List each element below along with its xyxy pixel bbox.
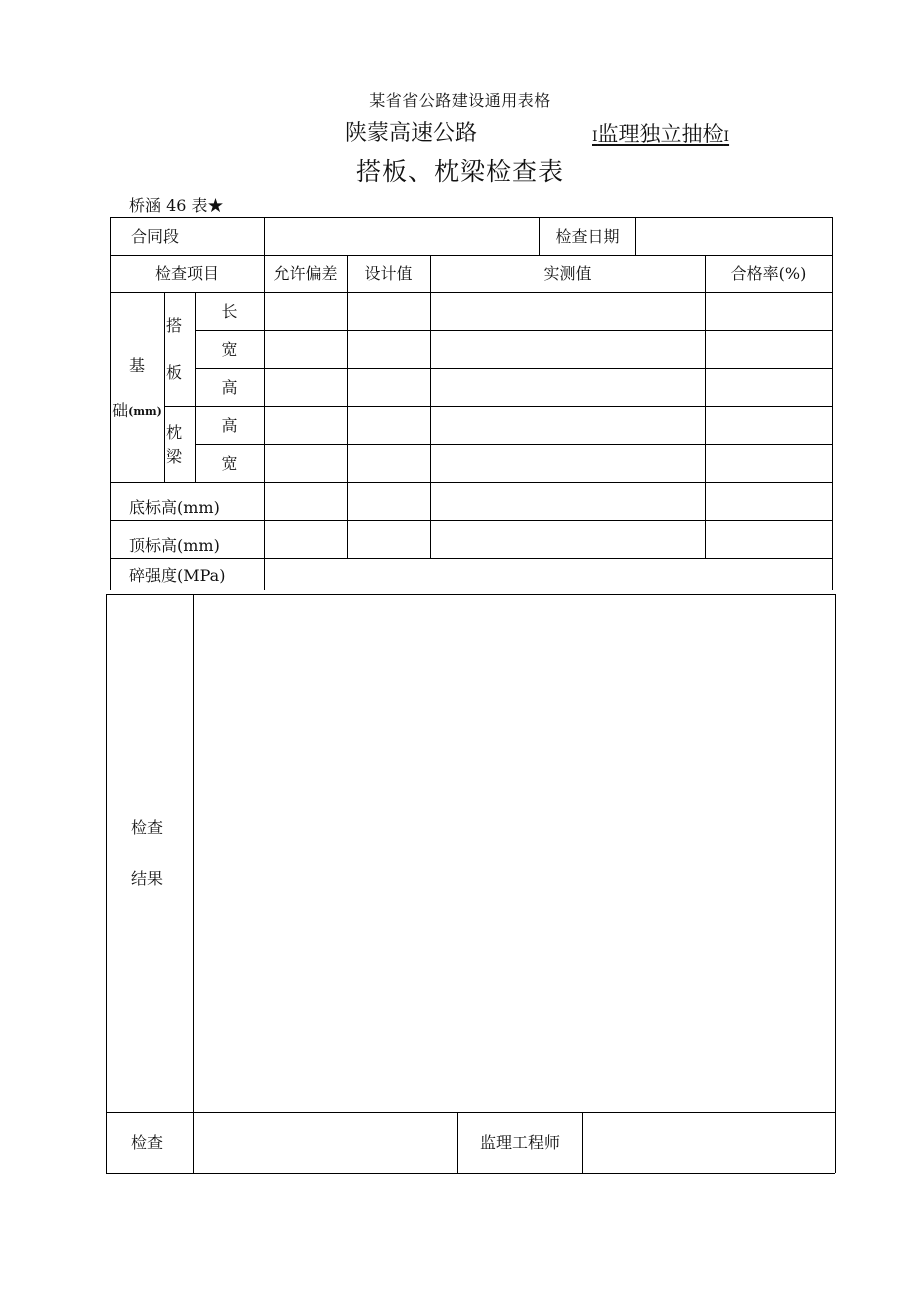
inspection-mark-left: I — [592, 129, 598, 145]
top-elevation-label: 顶标高(mm) — [129, 536, 220, 555]
page-title: 搭板、枕梁检查表 — [355, 157, 564, 186]
date-label: 检查日期 — [555, 226, 620, 246]
slab-label-1: 搭 — [165, 316, 182, 335]
engineer-field[interactable] — [583, 1113, 835, 1173]
foundation-unit: (mm) — [128, 404, 162, 418]
result-label-2: 结果 — [131, 869, 164, 888]
engineer-label: 监理工程师 — [479, 1133, 560, 1152]
date-field[interactable] — [636, 218, 832, 255]
slab-length-label: 长 — [221, 301, 238, 321]
beam-label-1: 枕 — [165, 423, 182, 442]
col-header-tolerance: 允许偏差 — [273, 264, 338, 283]
beam-label-2: 梁 — [165, 447, 182, 466]
result-label-1: 检查 — [131, 818, 164, 837]
foundation-char: 础 — [112, 401, 129, 420]
slab-height-label: 高 — [221, 377, 238, 397]
result-content-field[interactable] — [200, 600, 830, 1105]
contract-label: 合同段 — [131, 226, 180, 246]
contract-field[interactable] — [270, 218, 530, 255]
col-header-design: 设计值 — [364, 264, 413, 283]
slab-label-2: 板 — [165, 363, 182, 382]
col-header-pass-rate: 合格率(%) — [730, 264, 807, 283]
bottom-elevation-label: 底标高(mm) — [129, 498, 220, 517]
foundation-label-1: 基 — [128, 356, 145, 375]
inspection-type — [592, 118, 729, 148]
organization-header: 某省省公路建设通用表格 — [369, 91, 551, 110]
beam-height-label: 高 — [221, 415, 238, 435]
inspection-mark-right: I — [723, 129, 730, 145]
strength-label: 碎强度(MPa) — [129, 566, 226, 585]
col-header-item: 检查项目 — [154, 264, 219, 283]
beam-width-label: 宽 — [221, 453, 238, 473]
form-code: 桥涵 46 表★ — [129, 196, 224, 215]
inspector-label: 检查 — [131, 1133, 164, 1152]
col-header-measured: 实测值 — [543, 264, 592, 283]
inspection-type-text: 监理独立抽检 — [597, 122, 724, 146]
inspector-field[interactable] — [194, 1113, 457, 1173]
foundation-label-2 — [110, 400, 164, 422]
slab-width-label: 宽 — [221, 339, 238, 359]
project-name: 陕蒙高速公路 — [345, 121, 478, 146]
